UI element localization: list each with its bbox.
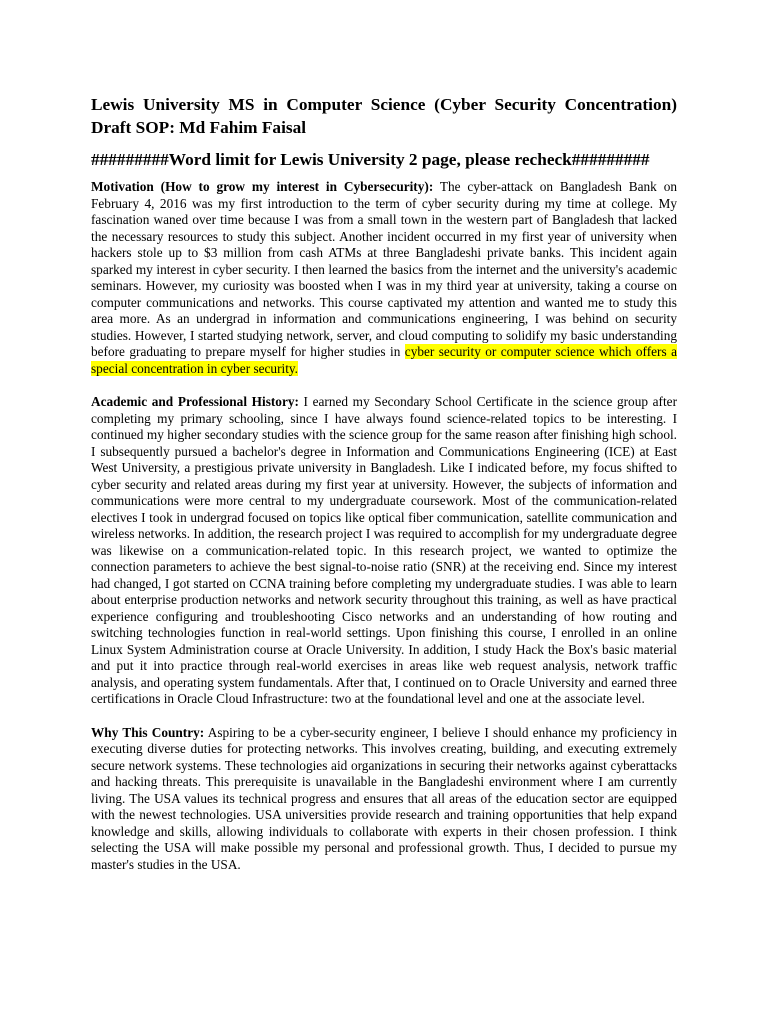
title-line-2: Draft SOP: Md Fahim Faisal: [91, 118, 307, 137]
section-heading-country: Why This Country:: [91, 724, 205, 740]
section-heading-academic: Academic and Professional History:: [91, 394, 299, 409]
section-body-motivation: The cyber-attack on Bangladesh Bank on February 4, 2016 was my first introduction to the term of cyber security during my time at college. My fascination waned over time because I was from a small town in the western part of Bangladesh that lacked the necessary resources to study this subject. Another incident occurred in my first year of university when hackers stole up to $3 million from cash ATMs at three Bangladeshi private banks. This incident again sparked my interest in cyber security. I then learned the basics from the internet and the university's academic seminars. However, my curiosity was boosted when I was in my third year at university, taking a course on computer communications and networks. This course captivated my attention and wanted me to study this area more. As an undergrad in information and communications engineering, I was behind on security studies. However, I started studying network, server, and cloud computing to solidify my basic understanding before graduating to prepare myself for higher studies in: [91, 179, 677, 359]
section-body-academic: I earned my Secondary School Certificate in the science group after completing my primary schooling, since I have always found science-related topics to be interesting. I continued my higher secondary studies with the science group for the same reason after finishing high school. I subsequently pursued a bachelor's degree in Information and Communications Engineering (ICE) at East West University, a prestigious private university in Bangladesh. Like I indicated before, my focus shifted to cyber security and related areas during my first year at university. However, the subjects of information and communications were more central to my undergraduate coursework. Most of the communication-related electives I took in undergrad focused on topics like optical fiber communication, satellite communication and wireless networks. In addition, the research project I was required to accomplish for my undergraduate degree was likewise on a communication-related topic. In this research project, we wanted to optimize the connection parameters to achieve the best signal-to-noise ratio (SNR) at the receiving end. Since my interest had changed, I got started on CCNA training before completing my undergraduate studies. I was able to learn about enterprise production networks and network security throughout this training, as well as have practical experience configuring and troubleshooting Cisco networks and an understanding of how routing and switching technologies function in real-world settings. Upon finishing this course, I enrolled in an online Linux System Administration course at Oracle University. In addition, I study Hack the Box's basic material and put it into practice through real-world exercises in areas like web request analysis, network traffic analysis, and operating system fundamentals. After that, I continued on to Oracle University and earned three certifications in Oracle Cloud Infrastructure: two at the foundational level and one at the associate level.: [91, 394, 677, 706]
word-limit-notice: #########Word limit for Lewis University 2 page, please recheck#########: [91, 150, 650, 169]
section-body-country: Aspiring to be a cyber-security engineer, I believe I should enhance my proficiency in executing diverse duties for protecting networks. This involves creating, building, and executing extremely secure network systems. These technologies aid organizations in securing their networks against cyberattacks and hacking threats. This prerequisite is unavailable in the Bangladeshi environment where I am currently living. The USA values its technical progress and ensures that all areas of the education sector are equipped with the newest technologies. USA universities provide research and training opportunities that help expand knowledge and skills, allowing individuals to collaborate with experts in their chosen profession. I think selecting the USA will make possible my personal and professional growth. Thus, I decided to pursue my master's studies in the USA.: [91, 724, 677, 872]
section-academic-history: [91, 394, 677, 708]
document-title: [91, 93, 677, 139]
document-page: [91, 93, 677, 873]
title-line-1: Lewis University MS in Computer Science (Cyber Security Concentration): [91, 95, 677, 114]
highlighted-text: cyber security or computer science which offers a special concentration in cyber security.: [91, 344, 677, 376]
section-why-country: [91, 725, 677, 874]
section-motivation: [91, 179, 677, 377]
section-heading-motivation: Motivation (How to grow my interest in Cybersecurity):: [91, 179, 434, 194]
